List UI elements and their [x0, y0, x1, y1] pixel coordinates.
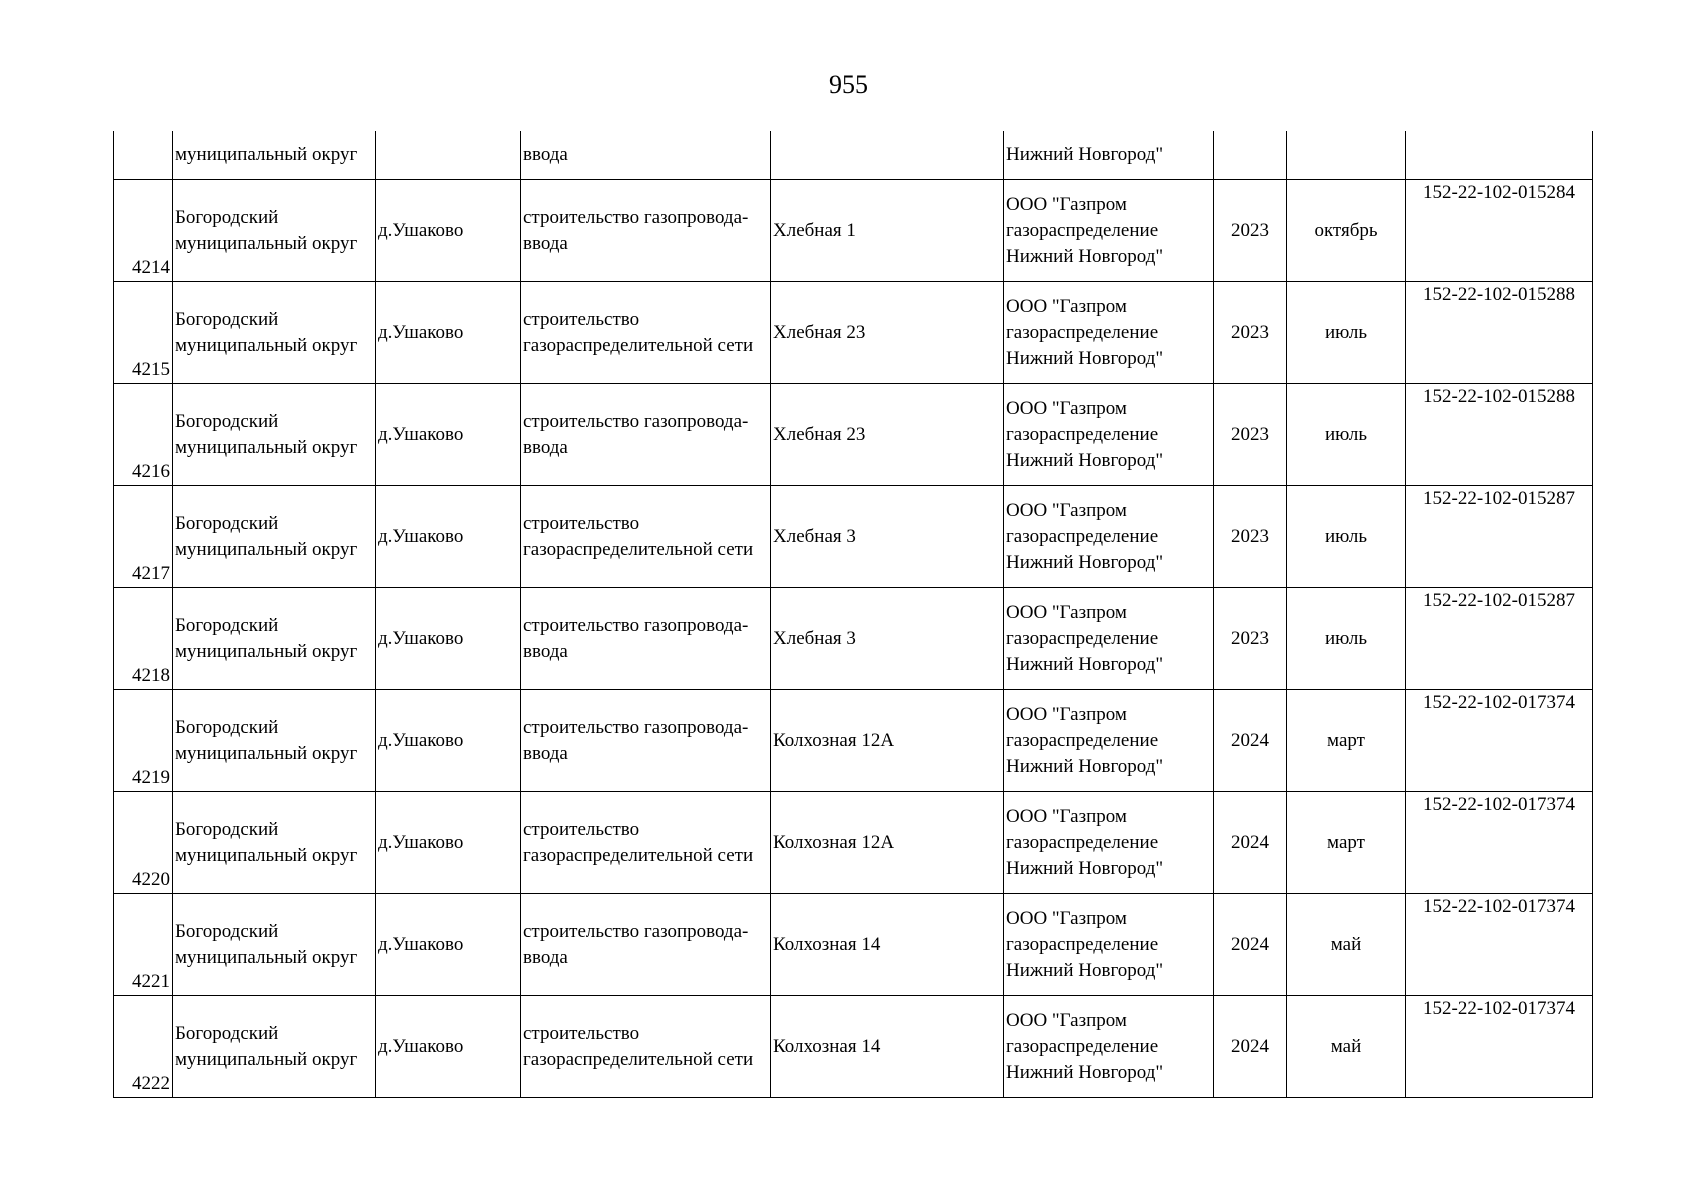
- table-row: [114, 384, 1593, 486]
- organization-line-3: Нижний Новгород": [1006, 959, 1164, 981]
- cell-work: [521, 792, 771, 894]
- work-line-2: ввода: [523, 640, 568, 662]
- municipality-line-2: муниципальный округ: [175, 232, 358, 254]
- cell-year: 2024: [1214, 792, 1287, 894]
- cell-locality: д.Ушаково: [376, 690, 521, 792]
- work-line-1: строительство газопровода-: [523, 206, 749, 228]
- organization-line-3: Нижний Новгород": [1006, 653, 1164, 675]
- cell-year: 2023: [1214, 486, 1287, 588]
- organization-line-3: Нижний Новгород": [1006, 1061, 1164, 1083]
- cell-month: июль: [1287, 282, 1406, 384]
- municipality-line-1: Богородский: [175, 920, 279, 942]
- municipality-line-1: Богородский: [175, 410, 279, 432]
- organization-line-3: Нижний Новгород": [1006, 449, 1164, 471]
- cell-work: [521, 996, 771, 1098]
- table-row: [114, 690, 1593, 792]
- cell-year: 2024: [1214, 690, 1287, 792]
- cell-address: [771, 131, 1004, 180]
- cell-month: [1287, 131, 1406, 180]
- cell-locality: д.Ушаково: [376, 894, 521, 996]
- cell-work: ввода: [521, 131, 771, 180]
- cell-organization: [1004, 690, 1214, 792]
- cell-organization: [1004, 282, 1214, 384]
- work-line-2: газораспределительной сети: [523, 844, 754, 866]
- work-line-2: ввода: [523, 232, 568, 254]
- work-line-2: ввода: [523, 742, 568, 764]
- cell-organization: [1004, 996, 1214, 1098]
- cell-code: 152-22-102-017374: [1406, 996, 1593, 1098]
- municipality-line-2: муниципальный округ: [175, 742, 358, 764]
- cell-code: 152-22-102-017374: [1406, 792, 1593, 894]
- organization-line-3: Нижний Новгород": [1006, 245, 1164, 267]
- cell-code: 152-22-102-017374: [1406, 690, 1593, 792]
- work-line-2: газораспределительной сети: [523, 538, 754, 560]
- municipality-line-1: Богородский: [175, 614, 279, 636]
- cell-code: 152-22-102-015287: [1406, 588, 1593, 690]
- work-line-1: строительство газопровода-: [523, 614, 749, 636]
- table-row: [114, 894, 1593, 996]
- organization-line-3: Нижний Новгород": [1006, 551, 1164, 573]
- cell-year: 2023: [1214, 282, 1287, 384]
- municipality-line-2: муниципальный округ: [175, 946, 358, 968]
- cell-organization: Нижний Новгород": [1004, 131, 1214, 180]
- organization-line-2: газораспределение: [1006, 423, 1159, 445]
- cell-work: [521, 690, 771, 792]
- cell-code: [1406, 131, 1593, 180]
- cell-municipality: [173, 690, 376, 792]
- cell-locality: д.Ушаково: [376, 180, 521, 282]
- work-line-1: строительство: [523, 308, 640, 330]
- cell-organization: [1004, 180, 1214, 282]
- cell-year: [1214, 131, 1287, 180]
- cell-municipality: [173, 996, 376, 1098]
- organization-line-1: ООО "Газпром: [1006, 805, 1127, 827]
- organization-line-3: Нижний Новгород": [1006, 347, 1164, 369]
- cell-num: 4217: [114, 486, 173, 588]
- municipality-line-2: муниципальный округ: [175, 1048, 358, 1070]
- organization-line-3: Нижний Новгород": [1006, 857, 1164, 879]
- cell-organization: [1004, 792, 1214, 894]
- organization-line-2: газораспределение: [1006, 729, 1159, 751]
- cell-work: [521, 588, 771, 690]
- cell-num: 4214: [114, 180, 173, 282]
- organization-line-2: газораспределение: [1006, 321, 1159, 343]
- cell-num: 4221: [114, 894, 173, 996]
- cell-work: [521, 180, 771, 282]
- organization-line-1: ООО "Газпром: [1006, 601, 1127, 623]
- cell-year: 2023: [1214, 384, 1287, 486]
- cell-address: Колхозная 12А: [771, 792, 1004, 894]
- organization-line-2: газораспределение: [1006, 219, 1159, 241]
- work-line-1: строительство газопровода-: [523, 920, 749, 942]
- organization-line-2: газораспределение: [1006, 933, 1159, 955]
- organization-line-1: ООО "Газпром: [1006, 907, 1127, 929]
- cell-num: [114, 131, 173, 180]
- municipality-line-1: Богородский: [175, 818, 279, 840]
- work-line-1: строительство: [523, 1022, 640, 1044]
- table-row: [114, 792, 1593, 894]
- cell-locality: [376, 131, 521, 180]
- cell-code: 152-22-102-015288: [1406, 282, 1593, 384]
- municipality-line-1: Богородский: [175, 512, 279, 534]
- organization-line-1: ООО "Газпром: [1006, 193, 1127, 215]
- municipality-line-1: Богородский: [175, 716, 279, 738]
- cell-address: Колхозная 12А: [771, 690, 1004, 792]
- organization-line-1: ООО "Газпром: [1006, 397, 1127, 419]
- cell-num: 4216: [114, 384, 173, 486]
- cell-num: 4222: [114, 996, 173, 1098]
- cell-municipality: [173, 588, 376, 690]
- organization-line-2: газораспределение: [1006, 831, 1159, 853]
- cell-month: март: [1287, 792, 1406, 894]
- municipality-line-2: муниципальный округ: [175, 844, 358, 866]
- cell-work: [521, 486, 771, 588]
- cell-organization: [1004, 588, 1214, 690]
- cell-organization: [1004, 894, 1214, 996]
- municipality-line-2: муниципальный округ: [175, 334, 358, 356]
- cell-locality: д.Ушаково: [376, 486, 521, 588]
- cell-year: 2024: [1214, 894, 1287, 996]
- cell-year: 2023: [1214, 588, 1287, 690]
- table-row: [114, 996, 1593, 1098]
- organization-line-2: газораспределение: [1006, 1035, 1159, 1057]
- organization-line-1: ООО "Газпром: [1006, 703, 1127, 725]
- work-line-1: строительство газопровода-: [523, 410, 749, 432]
- organization-line-1: ООО "Газпром: [1006, 1009, 1127, 1031]
- table-row: [114, 588, 1593, 690]
- cell-municipality: [173, 894, 376, 996]
- cell-month: июль: [1287, 384, 1406, 486]
- cell-month: октябрь: [1287, 180, 1406, 282]
- cell-work: [521, 282, 771, 384]
- cell-municipality: [173, 180, 376, 282]
- table-row: [114, 180, 1593, 282]
- cell-work: [521, 384, 771, 486]
- cell-year: 2023: [1214, 180, 1287, 282]
- organization-line-1: ООО "Газпром: [1006, 499, 1127, 521]
- work-line-2: газораспределительной сети: [523, 334, 754, 356]
- cell-address: Хлебная 3: [771, 588, 1004, 690]
- municipality-line-1: Богородский: [175, 308, 279, 330]
- cell-work: [521, 894, 771, 996]
- table-row: [114, 486, 1593, 588]
- municipality-line-1: Богородский: [175, 206, 279, 228]
- cell-code: 152-22-102-015284: [1406, 180, 1593, 282]
- cell-code: 152-22-102-017374: [1406, 894, 1593, 996]
- organization-line-2: газораспределение: [1006, 525, 1159, 547]
- organization-line-2: газораспределение: [1006, 627, 1159, 649]
- cell-code: 152-22-102-015288: [1406, 384, 1593, 486]
- cell-locality: д.Ушаково: [376, 792, 521, 894]
- municipality-line-1: Богородский: [175, 1022, 279, 1044]
- municipality-line-2: муниципальный округ: [175, 640, 358, 662]
- organization-line-3: Нижний Новгород": [1006, 755, 1164, 777]
- cell-num: 4218: [114, 588, 173, 690]
- cell-municipality: [173, 486, 376, 588]
- cell-month: июль: [1287, 486, 1406, 588]
- cell-address: Хлебная 3: [771, 486, 1004, 588]
- cell-organization: [1004, 486, 1214, 588]
- work-line-1: строительство газопровода-: [523, 716, 749, 738]
- organization-line-1: ООО "Газпром: [1006, 295, 1127, 317]
- work-line-1: строительство: [523, 512, 640, 534]
- continuation-row: [114, 131, 1593, 180]
- cell-address: Хлебная 23: [771, 384, 1004, 486]
- cell-address: Хлебная 1: [771, 180, 1004, 282]
- cell-locality: д.Ушаково: [376, 384, 521, 486]
- cell-month: май: [1287, 996, 1406, 1098]
- cell-code: 152-22-102-015287: [1406, 486, 1593, 588]
- cell-year: 2024: [1214, 996, 1287, 1098]
- work-line-2: ввода: [523, 946, 568, 968]
- cell-locality: д.Ушаково: [376, 282, 521, 384]
- cell-locality: д.Ушаково: [376, 588, 521, 690]
- table-row: [114, 282, 1593, 384]
- gas-works-table: [113, 131, 1593, 1098]
- cell-num: 4215: [114, 282, 173, 384]
- work-line-1: строительство: [523, 818, 640, 840]
- cell-num: 4219: [114, 690, 173, 792]
- cell-month: март: [1287, 690, 1406, 792]
- cell-address: Хлебная 23: [771, 282, 1004, 384]
- cell-municipality: [173, 282, 376, 384]
- municipality-line-2: муниципальный округ: [175, 436, 358, 458]
- cell-municipality: муниципальный округ: [173, 131, 376, 180]
- cell-address: Колхозная 14: [771, 894, 1004, 996]
- work-line-2: ввода: [523, 436, 568, 458]
- cell-num: 4220: [114, 792, 173, 894]
- cell-organization: [1004, 384, 1214, 486]
- cell-month: июль: [1287, 588, 1406, 690]
- cell-month: май: [1287, 894, 1406, 996]
- cell-locality: д.Ушаково: [376, 996, 521, 1098]
- cell-address: Колхозная 14: [771, 996, 1004, 1098]
- cell-municipality: [173, 792, 376, 894]
- page-number: 955: [829, 70, 868, 99]
- cell-municipality: [173, 384, 376, 486]
- municipality-line-2: муниципальный округ: [175, 538, 358, 560]
- work-line-2: газораспределительной сети: [523, 1048, 754, 1070]
